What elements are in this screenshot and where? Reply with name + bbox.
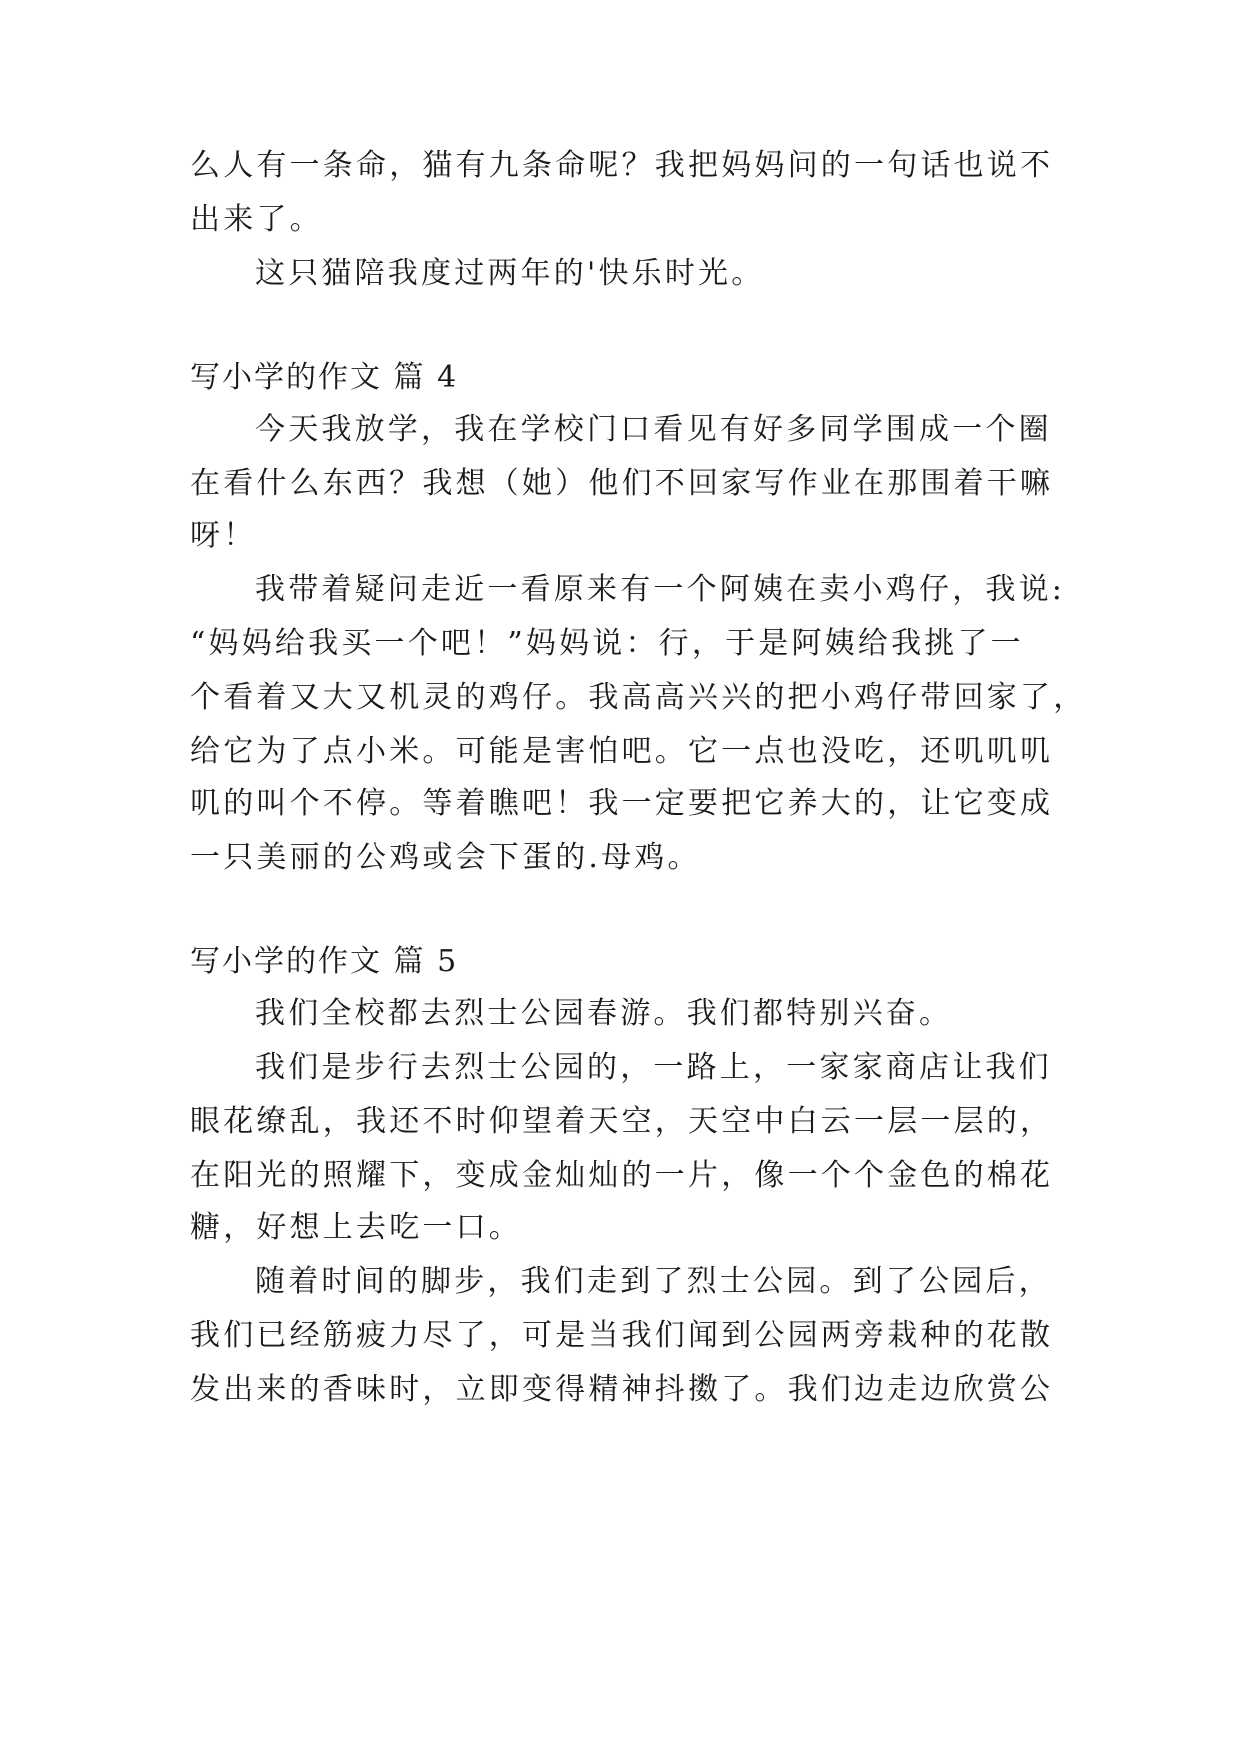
text-line: 个看着又大又机灵的鸡仔。我高高兴兴的把小鸡仔带回家了， (190, 680, 1087, 715)
text-line: 给它为了点小米。可能是害怕吧。它一点也没吃，还叽叽叽 (190, 734, 1054, 769)
section-heading-5: 写小学的作文 篇 5 (190, 944, 459, 979)
text-line: “妈妈给我买一个吧！”妈妈说：行，于是阿姨给我挑了一 (190, 626, 1024, 661)
text-line: 出来了。 (190, 202, 323, 237)
text-line: 在阳光的照耀下，变成金灿灿的一片，像一个个金色的棉花 (190, 1158, 1054, 1193)
text-line: 随着时间的脚步，我们走到了烈士公园。到了公园后， (255, 1264, 1052, 1299)
text-line: 在看什么东西？我想（她）他们不回家写作业在那围着干嘛 (190, 466, 1054, 501)
text-line: 发出来的香味时，立即变得精神抖擞了。我们边走边欣赏公 (190, 1372, 1054, 1407)
text-line: 今天我放学，我在学校门口看见有好多同学围成一个圈 (255, 412, 1052, 447)
text-line: 么人有一条命，猫有九条命呢？我把妈妈问的一句话也说不 (190, 148, 1054, 183)
section-heading-4: 写小学的作文 篇 4 (190, 360, 459, 395)
text-line: 我们全校都去烈士公园春游。我们都特别兴奋。 (255, 996, 953, 1031)
text-line: 我们是步行去烈士公园的，一路上，一家家商店让我们 (255, 1050, 1052, 1085)
text-line: 糖，好想上去吃一口。 (190, 1210, 522, 1245)
text-line: 我们已经筋疲力尽了，可是当我们闻到公园两旁栽种的花散 (190, 1318, 1054, 1353)
text-line: 这只猫陪我度过两年的'快乐时光。 (255, 256, 765, 291)
text-line: 叽的叫个不停。等着瞧吧！我一定要把它养大的，让它变成 (190, 786, 1054, 821)
text-line: 呀！ (190, 518, 257, 553)
text-line: 一只美丽的公鸡或会下蛋的.母鸡。 (190, 840, 701, 875)
text-line: 我带着疑问走近一看原来有一个阿姨在卖小鸡仔，我说: (255, 572, 1066, 607)
text-line: 眼花缭乱，我还不时仰望着天空，天空中白云一层一层的， (190, 1104, 1054, 1139)
